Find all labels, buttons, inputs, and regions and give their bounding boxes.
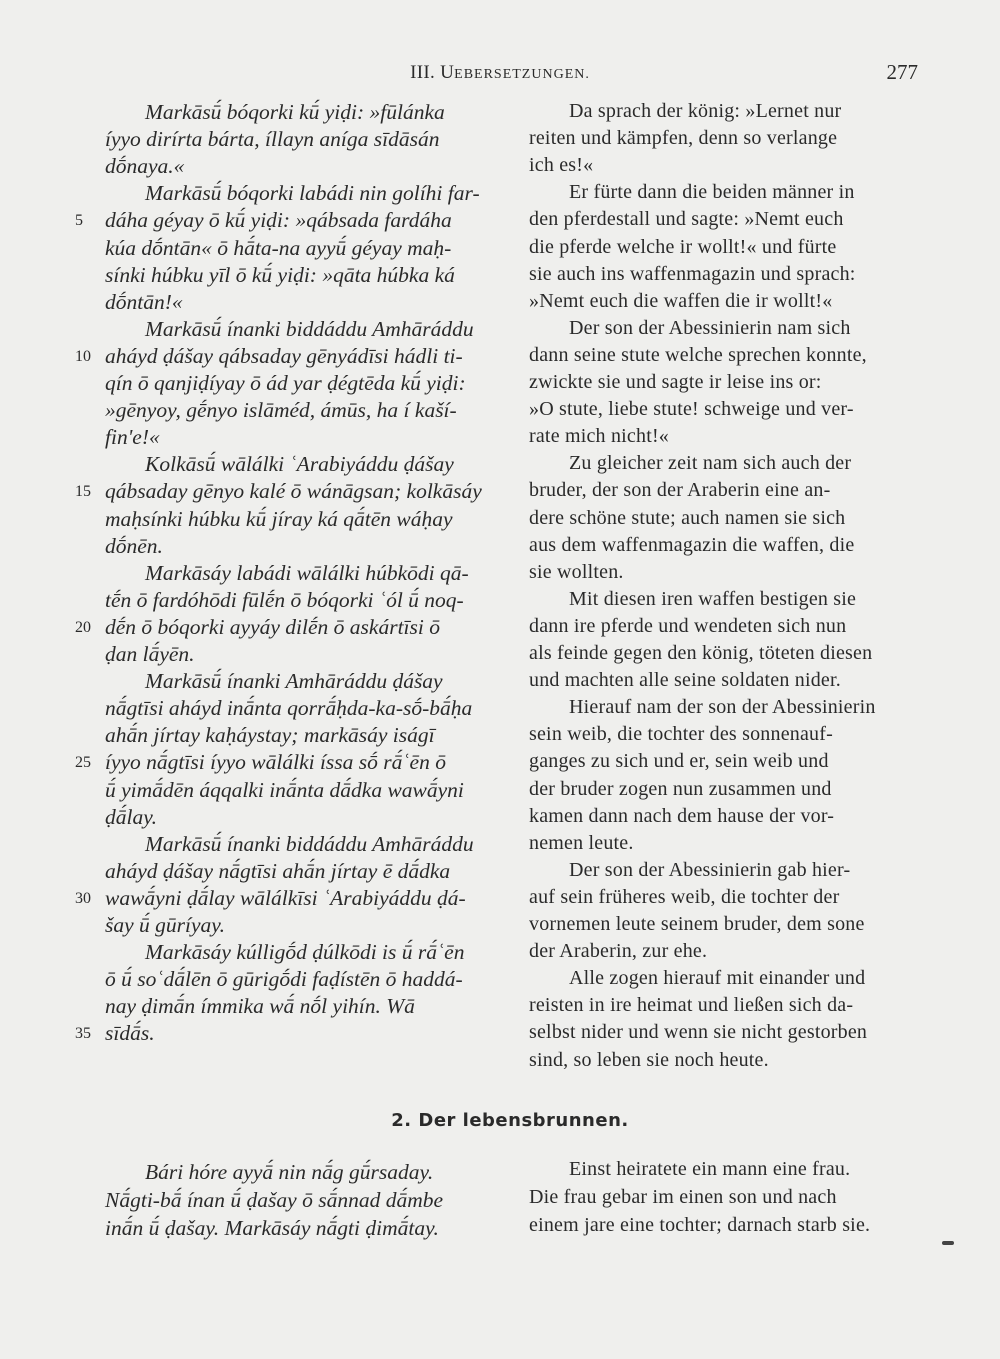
text-line: Der son der Abessinierin nam sich: [569, 316, 851, 339]
text-line: ū́ yimā́dēn áqqalki inā́nta dā́dka wawā́yni: [105, 777, 464, 802]
text-line: vornemen leute seinem bruder, dem sone: [529, 913, 865, 935]
text-line: ganges zu sich und er, sein weib und: [529, 750, 829, 773]
text-line: Zu gleicher zeit nam sich auch der: [569, 452, 852, 475]
text-line: aháyd ḍášay qábsaday gēnyádīsi hádli ti-: [105, 343, 463, 368]
text-line: sind, so leben sie noch heute.: [529, 1048, 769, 1071]
text-line: Da sprach der könig: »Lernet nur: [569, 100, 842, 122]
text-line: und machten alle seine soldaten nider.: [529, 669, 841, 692]
text-line: Markāsáy kúlligṓd ḍúlkōdi is ū́ rā́ʿēn: [145, 940, 465, 965]
text-line: Hierauf nam der son der Abessinierin: [569, 696, 876, 719]
text-line: bruder, der son der Araberin eine an-: [529, 479, 831, 502]
text-line: Markāsū́ ínanki biddáddu Amhāráddu: [145, 316, 474, 341]
text-line: Markāsū́ bóqorki kū́ yiḍi: »fūlánka: [145, 100, 445, 124]
text-line: Markāsū́ bóqorki labádi nin golíhi far-: [145, 181, 480, 206]
line-number: 10: [75, 347, 91, 365]
text-line: Der son der Abessinierin gab hier-: [569, 858, 851, 881]
line-number: 15: [75, 483, 91, 501]
line-number: 20: [75, 618, 91, 636]
text-line: dann seine stute welche sprechen konnte,: [529, 343, 867, 366]
text-line: dáha géyay ō kū́ yiḍi: »qábsada fardáha: [105, 208, 452, 233]
page-number: 277: [886, 60, 918, 84]
text-line: sie auch ins waffenmagazin und sprach:: [529, 262, 856, 285]
text-line: aháyd ḍášay nā́gtīsi ahā́n jírtay ē dā́dka: [105, 858, 451, 883]
text-line: als feinde gegen den könig, töteten diesen: [529, 642, 873, 664]
text-line: sein weib, die tochter des sonnenauf-: [529, 723, 833, 746]
text-line: Markāsū́ ínanki biddáddu Amhāráddu: [145, 831, 474, 856]
text-line: dṓnaya.«: [105, 154, 185, 179]
section-heading: 2. Der lebensbrunnen.: [391, 1110, 629, 1131]
text-line: sínki húbku yīl ō kū́ yiḍi: »qāta húbka ká: [105, 262, 455, 287]
text-line: tḗn ō fardóhōdi fūlḗn ō bóqorki ʿól ū́ noq-: [105, 587, 464, 612]
text-line: reiten und kämpfen, denn so verlange: [529, 127, 838, 150]
text-line: »gēnyoy, gḗnyo islāméd, ámūs, ha í kaší-: [105, 398, 457, 423]
text-line: Nā́gti-bā́ ínan ū́ ḍašay ō sā́nnad dā́mbe: [105, 1188, 444, 1212]
text-line: dḗn ō bóqorki ayyáy dilḗn ō askártīsi ō: [105, 614, 440, 639]
text-line: dṓnēn.: [105, 533, 163, 558]
running-header: [380, 62, 620, 84]
text-line: ich es!«: [529, 154, 594, 177]
text-line: Markāsū́ ínanki Amhāráddu ḍášay: [145, 669, 443, 694]
text-line: ḍā́lay.: [105, 804, 157, 829]
text-line: Die frau gebar im einen son und nach: [529, 1186, 837, 1208]
text-line: sie wollten.: [529, 560, 624, 583]
text-line: íyyo dirírta bárta, íllayn aníga sīdāsán: [105, 127, 440, 152]
text-line: der Araberin, zur ehe.: [529, 940, 708, 963]
text-line: qábsaday gēnyo kalé ō wánāgsan; kolkāsáy: [105, 479, 482, 504]
text-line: auf sein früheres weib, die tochter der: [529, 885, 840, 908]
text-line: einem jare eine tochter; darnach starb sie.: [529, 1214, 871, 1236]
margin-mark: [942, 1241, 954, 1245]
text-line: Markāsáy labádi wālálki húbkōdi qā-: [145, 560, 469, 585]
text-line: fin'e!«: [105, 425, 160, 450]
text-line: rate mich nicht!«: [529, 425, 670, 448]
text-line: der bruder zogen nun zusammen und: [529, 777, 832, 800]
text-line: ō ū́ soʿdā́lēn ō gūrigṓdi faḍístēn ō haddá-: [105, 967, 463, 992]
text-line: Mit diesen iren waffen bestigen sie: [569, 587, 857, 610]
text-line: dann ire pferde und wendeten sich nun: [529, 614, 847, 637]
text-line: qín ō qanjiḍíyay ō ád yar ḍégtēda kū́ yiḍi:: [105, 371, 466, 395]
text-line: dṓntān!«: [105, 289, 183, 314]
running-header-rest: EBERSETZUNGEN.: [454, 67, 590, 82]
line-number: 25: [75, 754, 91, 772]
text-line: die pferde welche ir wollt!« und fürte: [529, 235, 837, 258]
text-line: Er fürte dann die beiden männer in: [569, 181, 855, 204]
text-line: maḥsínki húbku kū́ jíray ká qā́tēn wáḥay: [105, 506, 453, 531]
text-line: inā́n ū́ ḍašay. Markāsáy nā́gti ḍimā́tay.: [105, 1216, 439, 1240]
text-line: íyyo nā́gtīsi íyyo wālálki íssa sṓ rā́ʿēn ō: [105, 750, 446, 775]
line-number: 5: [75, 212, 83, 230]
text-line: den pferdestall und sagte: »Nemt euch: [529, 208, 844, 231]
text-line: zwickte sie und sagte ir leise ins or:: [529, 371, 822, 393]
text-line: nay ḍimā́n ímmika wā́ nṓl yihín. Wā: [105, 994, 415, 1019]
text-line: dere schöne stute; auch namen sie sich: [529, 506, 846, 529]
text-line: selbst nider und wenn sie nicht gestorben: [529, 1021, 868, 1044]
text-line: kúa dṓntān« ō hā́ta-na ayyū́ géyay maḥ-: [105, 235, 452, 260]
text-line: ḍan lā́yēn.: [105, 642, 195, 666]
text-line: Alle zogen hierauf mit einander und: [569, 967, 866, 990]
text-line: reisten in ire heimat und ließen sich da-: [529, 994, 854, 1017]
text-line: nemen leute.: [529, 831, 634, 854]
text-line: aus dem waffenmagazin die waffen, die: [529, 533, 855, 556]
text-line: wawā́yni ḍā́lay wālálkīsi ʿArabiyáddu ḍá-: [105, 885, 466, 910]
text-line: šay ū́ gūríyay.: [105, 913, 226, 937]
text-line: nā́gtīsi aháyd inā́nta qorrā́ḥda-ka-sṓ-bā́ḥa: [105, 696, 473, 721]
text-line: Kolkāsū́ wālálki ʿArabiyáddu ḍášay: [145, 452, 454, 477]
text-line: Einst heiratete ein mann eine frau.: [569, 1158, 851, 1180]
text-line: sīdā́s.: [105, 1021, 155, 1046]
text-line: »O stute, liebe stute! schweige und ver-: [529, 398, 854, 421]
line-number: 30: [75, 889, 91, 907]
text-line: ahā́n jírtay kaḥáystay; markāsáy iságī: [105, 723, 435, 748]
text-line: kamen dann nach dem hause der vor-: [529, 804, 835, 827]
text-line: »Nemt euch die waffen die ir wollt!«: [529, 289, 833, 312]
line-number: 35: [75, 1025, 91, 1043]
text-line: Bári hóre ayyā́ nin nā́g gū́rsaday.: [145, 1160, 434, 1184]
running-header-prefix: III. U: [410, 62, 455, 83]
